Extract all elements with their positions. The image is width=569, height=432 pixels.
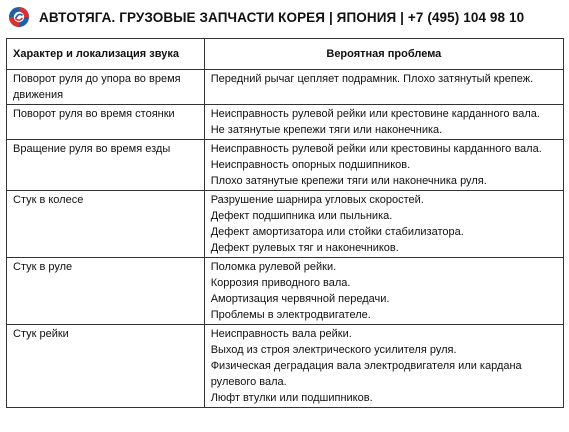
problem-line: Дефект амортизатора или стойки стабилизатора. [210, 226, 464, 238]
problem-line: Не затянутые крепежи тяги или наконечника. [210, 124, 443, 136]
problem-line: Проблемы в электродвигателе. [210, 309, 371, 321]
table-row [7, 140, 564, 191]
problem-line: Люфт втулки или подшипников. [210, 392, 373, 404]
problem-line: Поломка рулевой рейки. [210, 261, 337, 273]
problem-line: Физическая деградация вала электродвигателя или кардана рулевого вала. [210, 360, 522, 388]
problem-line: Передний рычаг цепляет подрамник. Плохо затянутый крепеж. [210, 73, 534, 85]
sound-cell: Поворот руля во время стоянки [7, 105, 205, 140]
sound-cell: Стук в руле [7, 258, 205, 325]
brand-logo-icon [8, 6, 30, 28]
problem-cell [204, 325, 563, 408]
problem-line: Коррозия приводного вала. [210, 277, 351, 289]
sound-cell: Вращение руля во время езды [7, 140, 205, 191]
sound-cell: Стук в колесе [7, 191, 205, 258]
problem-line: Неисправность вала рейки. [210, 328, 352, 340]
table-row [7, 105, 564, 140]
problem-line: Разрушение шарнира угловых скоростей. [210, 194, 424, 206]
sound-cell: Поворот руля до упора во время движения [7, 70, 205, 105]
problem-line: Амортизация червячной передачи. [210, 293, 390, 305]
column-header-sound: Характер и локализация звука [7, 39, 205, 70]
problem-cell [204, 70, 563, 105]
problem-line: Дефект рулевых тяг и наконечников. [210, 242, 399, 254]
page-header [6, 4, 563, 30]
problem-cell [204, 258, 563, 325]
header-title: АВТОТЯГА. ГРУЗОВЫЕ ЗАПЧАСТИ КОРЕЯ | ЯПОНИЯ | +7 (495) 104 98 10 [39, 9, 525, 25]
problem-cell [204, 140, 563, 191]
table-header-row [7, 39, 564, 70]
sound-cell: Стук рейки [7, 325, 205, 408]
problem-line: Дефект подшипника или пыльника. [210, 210, 393, 222]
column-header-problem: Вероятная проблема [204, 39, 563, 70]
problem-line: Неисправность рулевой рейки или крестовины карданного вала. [210, 143, 542, 155]
table-row [7, 258, 564, 325]
table-row [7, 191, 564, 258]
table-row [7, 325, 564, 408]
problem-line: Неисправность опорных подшипников. [210, 159, 411, 171]
sound-diagnosis-table [6, 38, 564, 408]
problem-line: Плохо затянутые крепежи тяги или наконечника руля. [210, 175, 487, 187]
problem-line: Неисправность рулевой рейки или крестовине карданного вала. [210, 108, 540, 120]
problem-cell [204, 105, 563, 140]
table-row [7, 70, 564, 105]
problem-line: Выход из строя электрического усилителя руля. [210, 344, 457, 356]
problem-cell [204, 191, 563, 258]
